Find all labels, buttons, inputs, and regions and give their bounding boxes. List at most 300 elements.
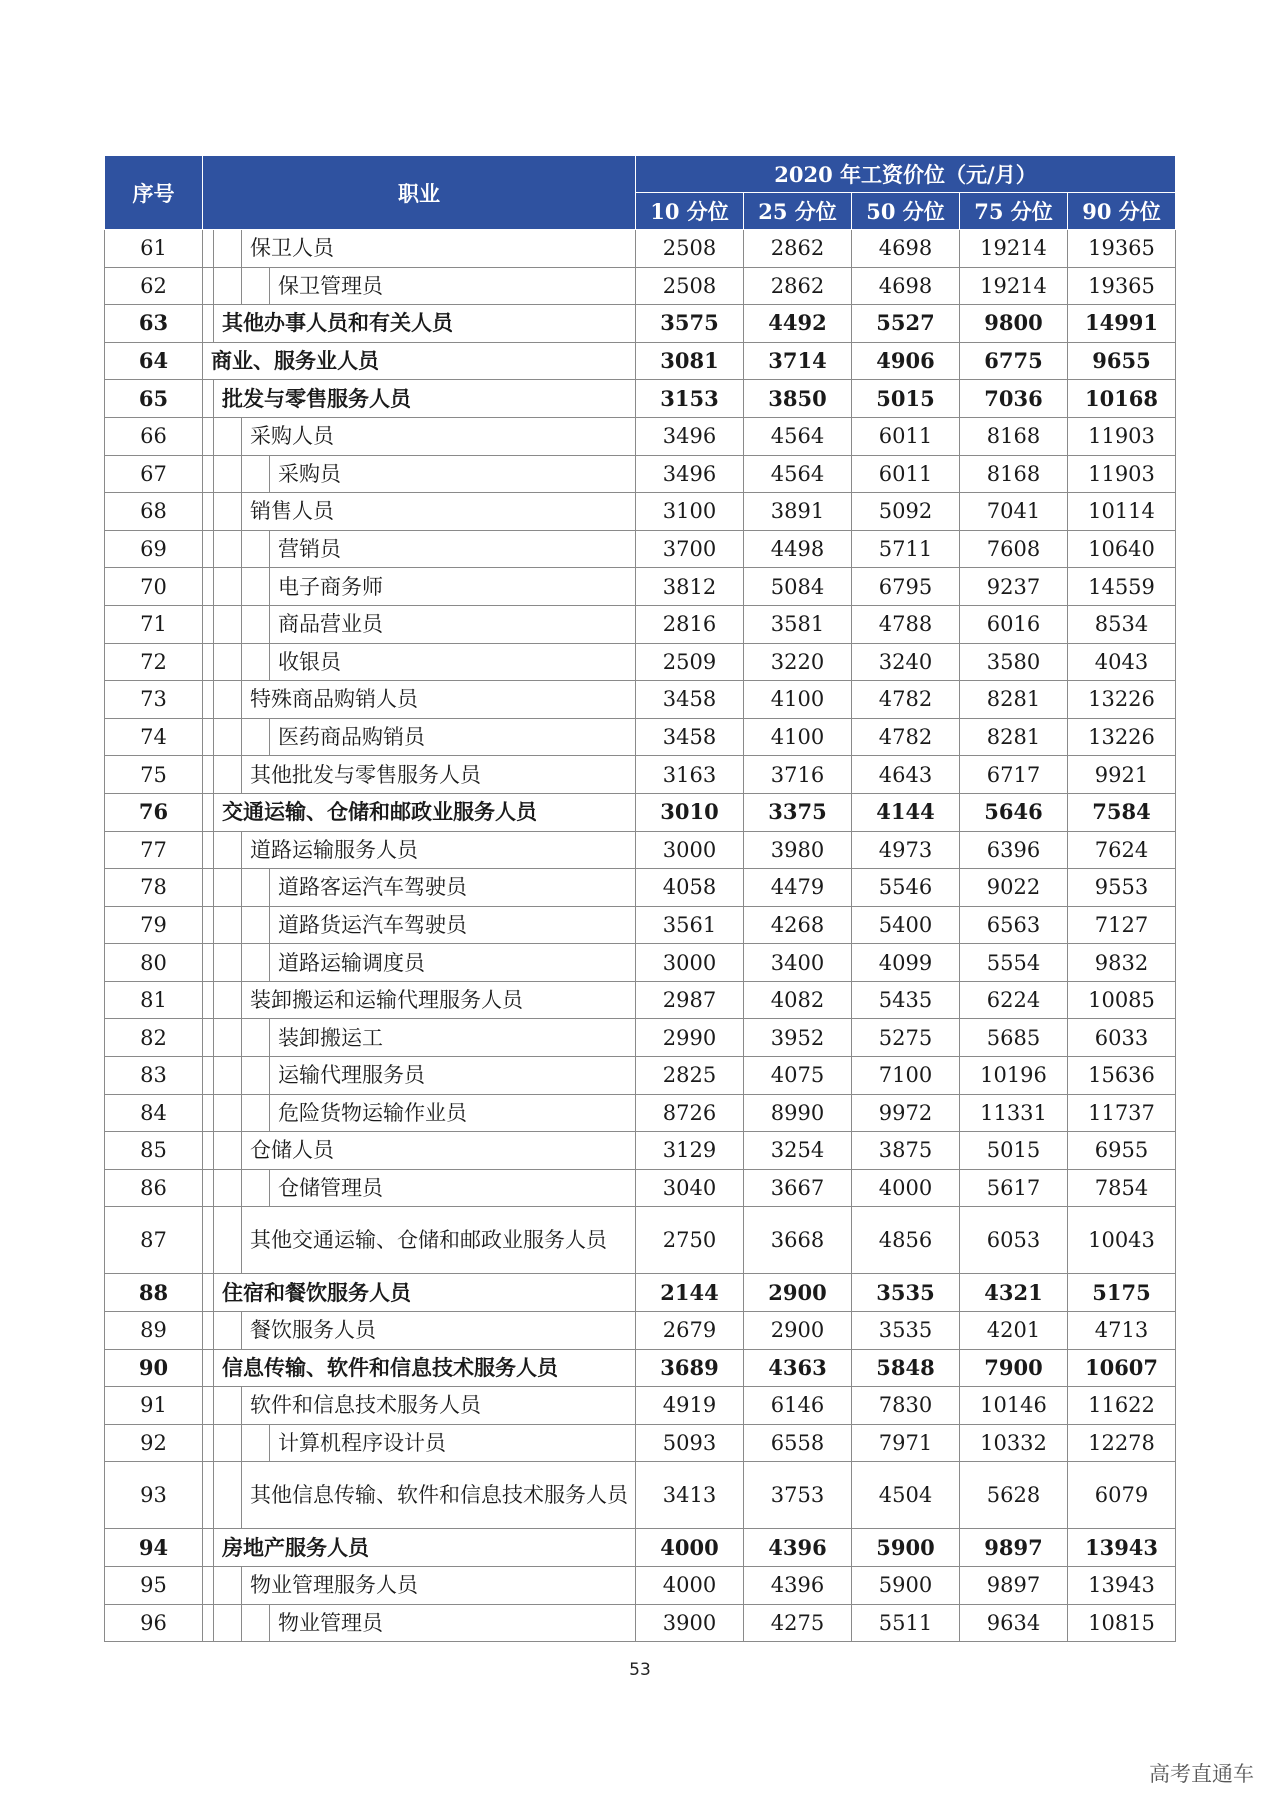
table-row — [105, 1094, 1176, 1132]
p10-value: 3153 — [636, 380, 744, 418]
row-index: 89 — [105, 1312, 203, 1350]
indent-guide — [203, 1019, 214, 1056]
p50-value: 7100 — [852, 1057, 960, 1095]
occupation-name: 道路运输服务人员 — [250, 837, 418, 862]
p75-value: 6016 — [960, 605, 1068, 643]
table-row — [105, 568, 1176, 606]
p25-value: 3850 — [744, 380, 852, 418]
indent-guide — [203, 944, 214, 981]
table-row — [105, 906, 1176, 944]
occupation-cell — [203, 1387, 636, 1425]
p50-value: 5900 — [852, 1567, 960, 1605]
indent-guide — [203, 1207, 214, 1273]
occupation-cell — [203, 1019, 636, 1057]
table-row — [105, 944, 1176, 982]
p10-value: 3496 — [636, 455, 744, 493]
page-number: 53 — [629, 1660, 651, 1680]
row-index: 64 — [105, 342, 203, 380]
p25-value: 4100 — [744, 681, 852, 719]
p75-value: 9897 — [960, 1529, 1068, 1567]
occupation-name: 危险货物运输作业员 — [278, 1100, 467, 1125]
table-row — [105, 305, 1176, 343]
p90-value: 12278 — [1068, 1424, 1176, 1462]
occupation-name: 其他信息传输、软件和信息技术服务人员 — [250, 1483, 628, 1508]
occupation-cell — [203, 230, 636, 268]
occupation-cell — [203, 605, 636, 643]
occupation-name: 营销员 — [278, 536, 341, 561]
table-row — [105, 1349, 1176, 1387]
p90-value: 14559 — [1068, 568, 1176, 606]
occupation-name: 批发与零售服务人员 — [222, 385, 411, 411]
indent-guide — [242, 456, 270, 493]
p25-value: 3581 — [744, 605, 852, 643]
row-index: 82 — [105, 1019, 203, 1057]
p50-value: 4856 — [852, 1207, 960, 1274]
p10-value: 3700 — [636, 530, 744, 568]
p90-value: 10114 — [1068, 493, 1176, 531]
occupation-name: 运输代理服务员 — [278, 1063, 425, 1088]
indent-guide — [214, 268, 242, 305]
indent-guide — [203, 268, 214, 305]
occupation-name: 采购员 — [278, 461, 341, 486]
header-p25: 25 分位 — [744, 193, 852, 230]
p90-value: 7127 — [1068, 906, 1176, 944]
occupation-cell — [203, 643, 636, 681]
row-index: 95 — [105, 1567, 203, 1605]
indent-guide — [242, 268, 270, 305]
p10-value: 3129 — [636, 1132, 744, 1170]
row-index: 75 — [105, 756, 203, 794]
p10-value: 3458 — [636, 718, 744, 756]
p25-value: 3400 — [744, 944, 852, 982]
p75-value: 11331 — [960, 1094, 1068, 1132]
occupation-cell — [203, 681, 636, 719]
indent-guide — [203, 531, 214, 568]
p50-value: 5400 — [852, 906, 960, 944]
indent-guide — [242, 719, 270, 756]
p90-value: 19365 — [1068, 267, 1176, 305]
indent-guide — [214, 1170, 242, 1207]
p75-value: 5685 — [960, 1019, 1068, 1057]
occupation-cell — [203, 1567, 636, 1605]
header-p75: 75 分位 — [960, 193, 1068, 230]
p90-value: 11903 — [1068, 455, 1176, 493]
row-index: 73 — [105, 681, 203, 719]
p75-value: 5617 — [960, 1169, 1068, 1207]
occupation-name: 销售人员 — [250, 499, 334, 524]
p25-value: 3980 — [744, 831, 852, 869]
p90-value: 7854 — [1068, 1169, 1176, 1207]
table-row — [105, 342, 1176, 380]
p50-value: 5015 — [852, 380, 960, 418]
p10-value: 8726 — [636, 1094, 744, 1132]
occupation-cell — [203, 305, 636, 343]
p25-value: 3254 — [744, 1132, 852, 1170]
p25-value: 6558 — [744, 1424, 852, 1462]
row-index: 90 — [105, 1349, 203, 1387]
p75-value: 6775 — [960, 342, 1068, 380]
indent-guide — [214, 531, 242, 568]
p75-value: 10196 — [960, 1057, 1068, 1095]
p25-value: 6146 — [744, 1387, 852, 1425]
row-index: 74 — [105, 718, 203, 756]
p90-value: 10085 — [1068, 981, 1176, 1019]
table-row — [105, 756, 1176, 794]
occupation-name: 保卫管理员 — [278, 273, 383, 298]
p50-value: 4698 — [852, 230, 960, 268]
p25-value: 2862 — [744, 267, 852, 305]
row-index: 84 — [105, 1094, 203, 1132]
p10-value: 3000 — [636, 831, 744, 869]
occupation-name: 装卸搬运和运输代理服务人员 — [250, 988, 523, 1013]
header-p10: 10 分位 — [636, 193, 744, 230]
p25-value: 3716 — [744, 756, 852, 794]
p75-value: 9237 — [960, 568, 1068, 606]
p50-value: 4788 — [852, 605, 960, 643]
p25-value: 5084 — [744, 568, 852, 606]
indent-guide — [214, 418, 242, 455]
occupation-name: 物业管理服务人员 — [250, 1573, 418, 1598]
p50-value: 5848 — [852, 1349, 960, 1387]
occupation-cell — [203, 455, 636, 493]
indent-guide — [242, 568, 270, 605]
row-index: 67 — [105, 455, 203, 493]
table-row — [105, 417, 1176, 455]
occupation-cell — [203, 1349, 636, 1387]
p90-value: 10043 — [1068, 1207, 1176, 1274]
row-index: 81 — [105, 981, 203, 1019]
table-row — [105, 1312, 1176, 1350]
indent-guide — [214, 1567, 242, 1604]
occupation-name: 道路客运汽车驾驶员 — [278, 875, 467, 900]
indent-guide — [242, 907, 270, 944]
table-row — [105, 380, 1176, 418]
p25-value: 4075 — [744, 1057, 852, 1095]
indent-guide — [214, 869, 242, 906]
p50-value: 4099 — [852, 944, 960, 982]
occupation-cell — [203, 793, 636, 831]
row-index: 72 — [105, 643, 203, 681]
p25-value: 3668 — [744, 1207, 852, 1274]
indent-guide — [214, 644, 242, 681]
p50-value: 4504 — [852, 1462, 960, 1529]
row-index: 65 — [105, 380, 203, 418]
indent-guide — [203, 832, 214, 869]
occupation-name: 道路货运汽车驾驶员 — [278, 912, 467, 937]
occupation-cell — [203, 1132, 636, 1170]
p10-value: 2144 — [636, 1274, 744, 1312]
p25-value: 3220 — [744, 643, 852, 681]
row-index: 87 — [105, 1207, 203, 1274]
table-row — [105, 681, 1176, 719]
row-index: 63 — [105, 305, 203, 343]
occupation-cell — [203, 756, 636, 794]
indent-guide — [203, 1312, 214, 1349]
indent-guide — [214, 1019, 242, 1056]
p25-value: 4396 — [744, 1567, 852, 1605]
p75-value: 19214 — [960, 230, 1068, 268]
watermark: 高考直通车 — [1149, 1762, 1254, 1786]
indent-guide — [214, 493, 242, 530]
indent-guide — [214, 756, 242, 793]
indent-guide — [203, 1274, 214, 1311]
occupation-name: 软件和信息技术服务人员 — [250, 1393, 481, 1418]
header-wage-group: 2020 年工资价位（元/月） — [636, 156, 1176, 193]
table-row — [105, 1424, 1176, 1462]
row-index: 85 — [105, 1132, 203, 1170]
indent-guide — [203, 606, 214, 643]
indent-guide — [203, 1425, 214, 1462]
p10-value: 3413 — [636, 1462, 744, 1529]
p75-value: 9897 — [960, 1567, 1068, 1605]
occupation-name: 商业、服务业人员 — [211, 348, 379, 373]
indent-guide — [214, 1462, 242, 1528]
p50-value: 3535 — [852, 1274, 960, 1312]
p90-value: 14991 — [1068, 305, 1176, 343]
row-index: 76 — [105, 793, 203, 831]
p90-value: 9832 — [1068, 944, 1176, 982]
p50-value: 5092 — [852, 493, 960, 531]
p75-value: 8168 — [960, 455, 1068, 493]
table-row — [105, 1567, 1176, 1605]
indent-guide — [203, 644, 214, 681]
indent-guide — [214, 1095, 242, 1132]
p90-value: 10607 — [1068, 1349, 1176, 1387]
occupation-cell — [203, 342, 636, 380]
occupation-name: 住宿和餐饮服务人员 — [222, 1279, 411, 1305]
p25-value: 2862 — [744, 230, 852, 268]
row-index: 62 — [105, 267, 203, 305]
occupation-cell — [203, 1462, 636, 1529]
p25-value: 4492 — [744, 305, 852, 343]
p50-value: 5546 — [852, 869, 960, 907]
indent-guide — [214, 1387, 242, 1424]
p90-value: 19365 — [1068, 230, 1176, 268]
occupation-name: 保卫人员 — [250, 236, 334, 261]
p10-value: 3900 — [636, 1604, 744, 1642]
indent-guide — [203, 756, 214, 793]
indent-guide — [242, 1425, 270, 1462]
indent-guide — [203, 719, 214, 756]
indent-guide — [242, 531, 270, 568]
p90-value: 5175 — [1068, 1274, 1176, 1312]
indent-guide — [203, 1057, 214, 1094]
indent-guide — [214, 907, 242, 944]
table-row — [105, 1132, 1176, 1170]
p25-value: 4268 — [744, 906, 852, 944]
p10-value: 3000 — [636, 944, 744, 982]
p90-value: 11903 — [1068, 417, 1176, 455]
p50-value: 5435 — [852, 981, 960, 1019]
p75-value: 9634 — [960, 1604, 1068, 1642]
row-index: 88 — [105, 1274, 203, 1312]
indent-guide — [214, 568, 242, 605]
p50-value: 5527 — [852, 305, 960, 343]
table-row — [105, 1169, 1176, 1207]
row-index: 83 — [105, 1057, 203, 1095]
indent-guide — [203, 1567, 214, 1604]
indent-guide — [214, 1207, 242, 1273]
table-row — [105, 605, 1176, 643]
p75-value: 5015 — [960, 1132, 1068, 1170]
indent-guide — [214, 681, 242, 718]
p50-value: 7971 — [852, 1424, 960, 1462]
indent-guide — [242, 1170, 270, 1207]
p90-value: 9921 — [1068, 756, 1176, 794]
indent-guide — [242, 1605, 270, 1642]
occupation-cell — [203, 380, 636, 418]
indent-guide — [203, 907, 214, 944]
row-index: 93 — [105, 1462, 203, 1529]
p10-value: 2679 — [636, 1312, 744, 1350]
occupation-cell — [203, 568, 636, 606]
table-row — [105, 1529, 1176, 1567]
p25-value: 4396 — [744, 1529, 852, 1567]
p25-value: 4100 — [744, 718, 852, 756]
indent-guide — [214, 719, 242, 756]
indent-guide — [214, 1425, 242, 1462]
p75-value: 6053 — [960, 1207, 1068, 1274]
row-index: 77 — [105, 831, 203, 869]
p10-value: 2508 — [636, 230, 744, 268]
p75-value: 19214 — [960, 267, 1068, 305]
occupation-name: 商品营业员 — [278, 612, 383, 637]
row-index: 71 — [105, 605, 203, 643]
indent-guide — [203, 380, 214, 417]
p10-value: 3163 — [636, 756, 744, 794]
p25-value: 2900 — [744, 1274, 852, 1312]
p50-value: 6011 — [852, 455, 960, 493]
p75-value: 7036 — [960, 380, 1068, 418]
occupation-cell — [203, 493, 636, 531]
p75-value: 4321 — [960, 1274, 1068, 1312]
row-index: 61 — [105, 230, 203, 268]
p90-value: 11737 — [1068, 1094, 1176, 1132]
p75-value: 6396 — [960, 831, 1068, 869]
occupation-cell — [203, 1312, 636, 1350]
indent-guide — [203, 794, 214, 831]
p75-value: 10146 — [960, 1387, 1068, 1425]
indent-guide — [203, 1170, 214, 1207]
p75-value: 9022 — [960, 869, 1068, 907]
p25-value: 8990 — [744, 1094, 852, 1132]
indent-guide — [203, 681, 214, 718]
table-row — [105, 793, 1176, 831]
p10-value: 3081 — [636, 342, 744, 380]
indent-guide — [214, 832, 242, 869]
p90-value: 4713 — [1068, 1312, 1176, 1350]
indent-guide — [214, 1312, 242, 1349]
occupation-cell — [203, 718, 636, 756]
occupation-name: 收银员 — [278, 649, 341, 674]
table-row — [105, 455, 1176, 493]
p50-value: 9972 — [852, 1094, 960, 1132]
indent-guide — [203, 1095, 214, 1132]
table-row — [105, 869, 1176, 907]
indent-guide — [203, 1462, 214, 1528]
p25-value: 3667 — [744, 1169, 852, 1207]
indent-guide — [203, 305, 214, 342]
p90-value: 13943 — [1068, 1529, 1176, 1567]
occupation-cell — [203, 417, 636, 455]
row-index: 70 — [105, 568, 203, 606]
occupation-name: 特殊商品购销人员 — [250, 687, 418, 712]
p90-value: 10168 — [1068, 380, 1176, 418]
p75-value: 10332 — [960, 1424, 1068, 1462]
occupation-name: 装卸搬运工 — [278, 1025, 383, 1050]
p10-value: 2750 — [636, 1207, 744, 1274]
indent-guide — [203, 1387, 214, 1424]
row-index: 79 — [105, 906, 203, 944]
indent-guide — [203, 982, 214, 1019]
p10-value: 2990 — [636, 1019, 744, 1057]
p50-value: 5511 — [852, 1604, 960, 1642]
p75-value: 6717 — [960, 756, 1068, 794]
row-index: 86 — [105, 1169, 203, 1207]
indent-guide — [214, 1605, 242, 1642]
p90-value: 6033 — [1068, 1019, 1176, 1057]
header-p50: 50 分位 — [852, 193, 960, 230]
p50-value: 6795 — [852, 568, 960, 606]
row-index: 66 — [105, 417, 203, 455]
indent-guide — [203, 1350, 214, 1387]
p75-value: 4201 — [960, 1312, 1068, 1350]
occupation-name: 信息传输、软件和信息技术服务人员 — [222, 1354, 558, 1380]
table-row — [105, 1019, 1176, 1057]
table-row — [105, 831, 1176, 869]
table-body — [105, 230, 1176, 1642]
p25-value: 3753 — [744, 1462, 852, 1529]
indent-guide — [203, 568, 214, 605]
p90-value: 6079 — [1068, 1462, 1176, 1529]
p75-value: 8168 — [960, 417, 1068, 455]
occupation-cell — [203, 530, 636, 568]
table-row — [105, 718, 1176, 756]
indent-guide — [203, 230, 214, 267]
p10-value: 3100 — [636, 493, 744, 531]
p25-value: 3891 — [744, 493, 852, 531]
p10-value: 5093 — [636, 1424, 744, 1462]
p10-value: 4919 — [636, 1387, 744, 1425]
p10-value: 3458 — [636, 681, 744, 719]
p90-value: 10640 — [1068, 530, 1176, 568]
p50-value: 3240 — [852, 643, 960, 681]
p25-value: 4082 — [744, 981, 852, 1019]
occupation-cell — [203, 831, 636, 869]
p75-value: 6563 — [960, 906, 1068, 944]
p10-value: 3575 — [636, 305, 744, 343]
occupation-name: 采购人员 — [250, 424, 334, 449]
p50-value: 3875 — [852, 1132, 960, 1170]
p10-value: 3040 — [636, 1169, 744, 1207]
occupation-name: 其他交通运输、仓储和邮政业服务人员 — [250, 1228, 607, 1253]
indent-guide — [242, 1019, 270, 1056]
p50-value: 4973 — [852, 831, 960, 869]
occupation-cell — [203, 1057, 636, 1095]
p10-value: 2825 — [636, 1057, 744, 1095]
p75-value: 7041 — [960, 493, 1068, 531]
occupation-cell — [203, 981, 636, 1019]
indent-guide — [242, 1095, 270, 1132]
row-index: 94 — [105, 1529, 203, 1567]
p75-value: 8281 — [960, 681, 1068, 719]
table-row — [105, 643, 1176, 681]
table-row — [105, 1274, 1176, 1312]
p90-value: 10815 — [1068, 1604, 1176, 1642]
occupation-cell — [203, 944, 636, 982]
row-index: 96 — [105, 1604, 203, 1642]
p50-value: 4782 — [852, 681, 960, 719]
